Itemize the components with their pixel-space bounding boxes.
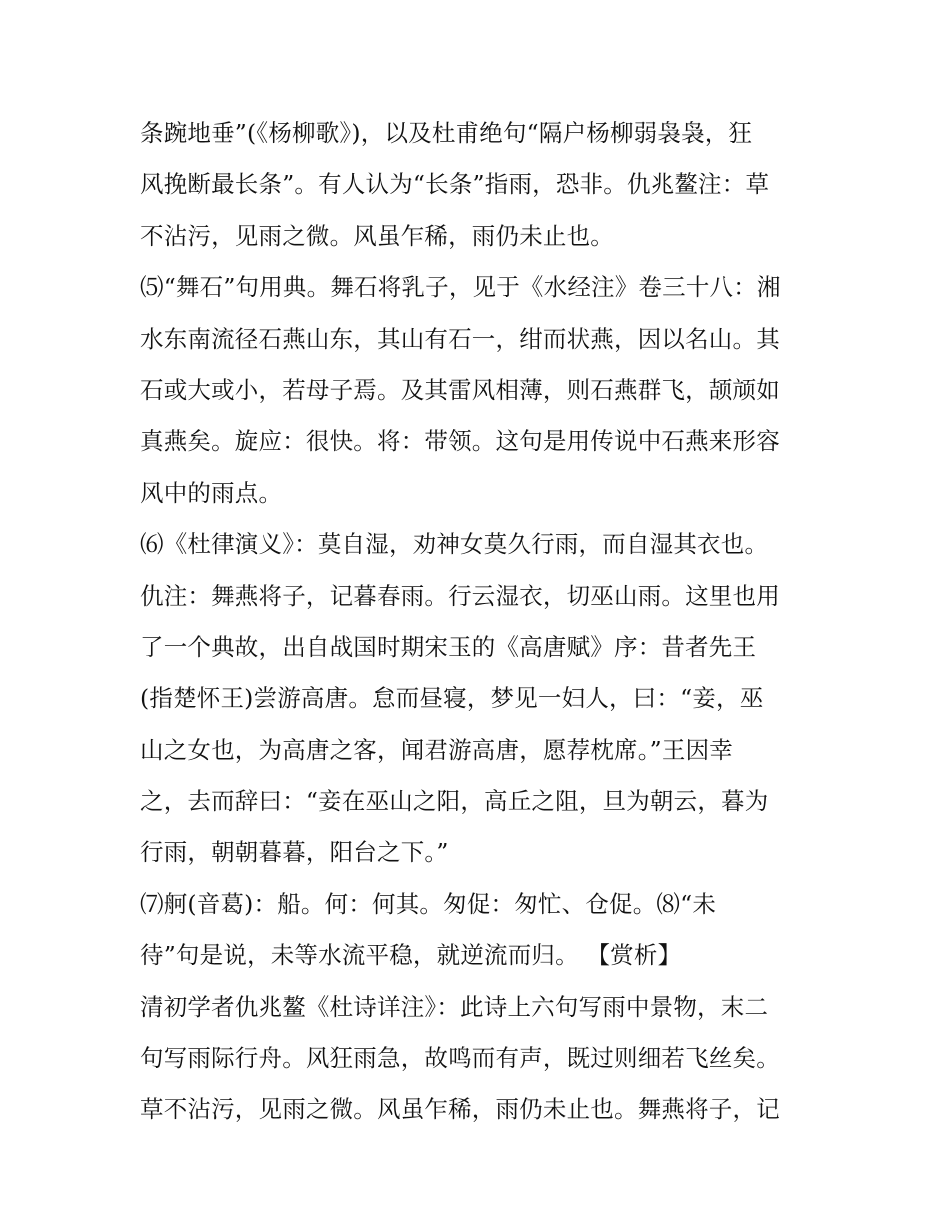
text-line: (指楚怀王)尝游高唐。怠而昼寝，梦见一妇人，曰：“妾，巫 <box>140 684 764 713</box>
text-line: 待”句是说，未等水流平稳，就逆流而归。 【赏析】 <box>140 941 682 970</box>
text-line: 风中的雨点。 <box>140 478 283 507</box>
text-line: 山之女也，为高唐之客，闻君游高唐，愿荐枕席。”王因幸 <box>140 735 733 764</box>
text-line: ⑹《杜律演义》：莫自湿，劝神女莫久行雨，而自湿其衣也。 <box>140 530 769 559</box>
text-line: 水东南流径石燕山东，其山有石一，绀而状燕，因以名山。其 <box>140 324 780 353</box>
text-line: 真燕矣。旋应：很快。将：带领。这句是用传说中石燕来形容 <box>140 427 780 456</box>
text-line: 不沾污，见雨之微。风虽乍稀，雨仍未止也。 <box>140 221 614 250</box>
text-line: 条踠地垂”(《杨柳歌》)，以及杜甫绝句“隔户杨柳弱袅袅，狂 <box>140 119 753 147</box>
text-line: 之，去而辞曰：“妾在巫山之阳，高丘之阻，旦为朝云，暮为 <box>140 787 769 816</box>
text-line: ⑺舸(音葛)：船。何：何其。匆促：匆忙、仓促。⑻“未 <box>140 889 717 918</box>
text-line: 仇注：舞燕将子，记暮春雨。行云湿衣，切巫山雨。这里也用 <box>140 581 780 610</box>
text-line: ⑸“舞石”句用典。舞石将乳子，见于《水经注》卷三十八：湘 <box>140 273 781 302</box>
text-line: 风挽断最长条”。有人认为“长条”指雨，恐非。仇兆鳌注：草 <box>140 170 770 199</box>
text-line: 句写雨际行舟。风狂雨急，故鸣而有声，既过则细若飞丝矣。 <box>140 1044 780 1073</box>
text-line: 行雨，朝朝暮暮，阳台之下。” <box>140 838 449 867</box>
document-body <box>140 108 830 1136</box>
text-line: 清初学者仇兆鳌《杜诗详注》：此诗上六句写雨中景物，末二 <box>140 992 769 1021</box>
text-line: 草不沾污，见雨之微。风虽乍稀，雨仍未止也。舞燕将子，记 <box>140 1095 780 1124</box>
text-line: 了一个典故，出自战国时期宋玉的《高唐赋》序：昔者先王 <box>140 632 757 661</box>
text-line: 石或大或小，若母子焉。及其雷风相薄，则石燕群飞，颉颃如 <box>140 375 780 404</box>
